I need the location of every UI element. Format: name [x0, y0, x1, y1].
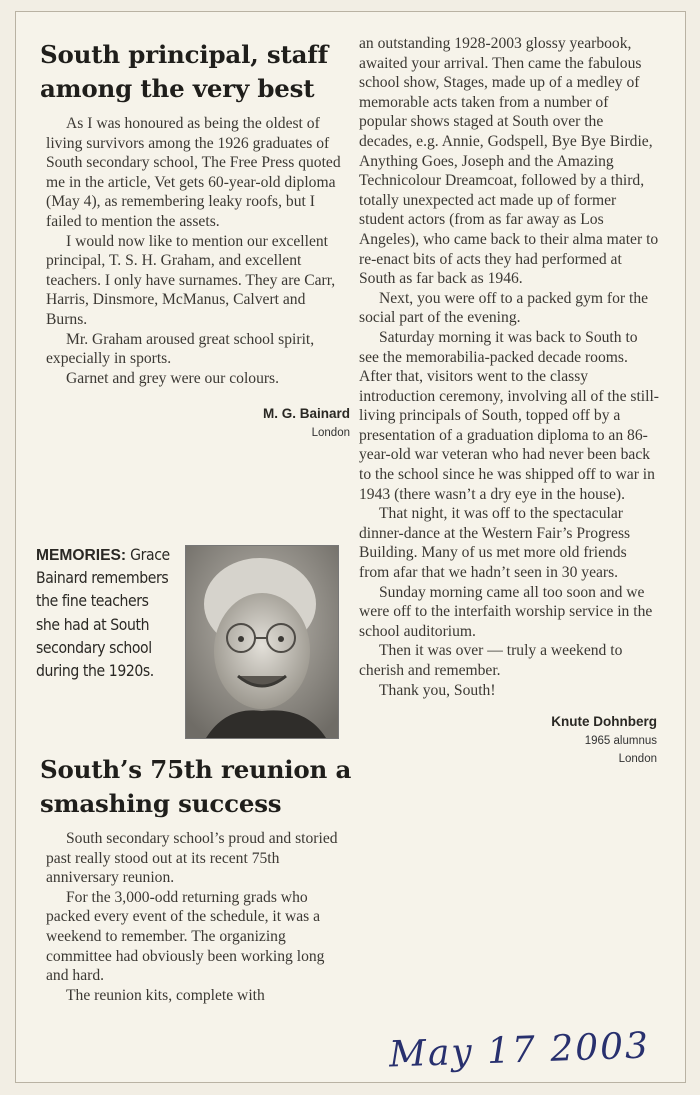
- letter2-paragraph: Thank you, South!: [379, 681, 496, 699]
- letter1-signature: [40, 404, 350, 442]
- letter2-left: [40, 753, 352, 1005]
- letter2-paragraph: That night, it was off to the spectacular dinner-dance at the Western Fair’s Progress Building. Many of us met more old friends from afar that we hadn’t seen in 30 years.: [359, 505, 631, 582]
- portrait-photo: [185, 545, 339, 739]
- caption-text: Grace Bainard remembers the fine teachers she had at South secondary school during the 1920s.: [36, 546, 170, 681]
- photo-caption: [36, 544, 176, 683]
- letter2-paragraph: Sunday morning came all too soon and we were off to the interfaith worship service in the school auditorium.: [359, 583, 653, 640]
- letter2-paragraph: Then it was over — truly a weekend to cherish and remember.: [359, 642, 623, 679]
- letter2-headline: South’s 75th reunion a smashing success: [40, 755, 352, 818]
- letter2-left-body: [40, 829, 346, 1005]
- letter2-author: Knute Dohnberg: [551, 714, 657, 730]
- letter2-right-body: [359, 34, 659, 700]
- letter2-signature: [359, 712, 657, 768]
- right-column: [359, 34, 659, 768]
- letter1-paragraph: Mr. Graham aroused great school spirit, expecially in sports.: [46, 330, 315, 368]
- handwritten-date: May 17 2003: [388, 1025, 651, 1076]
- letter1-paragraph: Garnet and grey were our colours.: [66, 369, 280, 387]
- letter2-paragraph: The reunion kits, complete with: [66, 986, 265, 1004]
- left-column: [40, 38, 352, 442]
- letter2-paragraph: For the 3,000-odd returning grads who packed every event of the schedule, it was a weekend to remember. The organizing committee had obviously been working long and hard.: [46, 888, 325, 985]
- letter2-paragraph: Saturday morning it was back to South to see the memorabilia-packed decade rooms. After that, visitors went to the classy introduction ceremony, involving all of the still-living principals of South, topped off by a presentation of a graduation diploma to an 86-year-old war veteran who had never been back to the school since he was shipped off to war in 1943 (there wasn’t a dry eye in the house).: [359, 328, 659, 503]
- elderly-woman-portrait-icon: [186, 546, 338, 738]
- letter2-paragraph: Next, you were off to a packed gym for the social part of the evening.: [359, 289, 649, 327]
- newspaper-clipping: [15, 11, 686, 1083]
- letter1-body: [40, 114, 346, 388]
- letter1-paragraph: As I was honoured as being the oldest of living survivors among the 1926 graduates of South secondary school, The Free Press quoted me in the article, Vet gets 60-year-old diploma (May 4), as remembering leaky roofs, but I failed to mention the assets.: [46, 115, 341, 230]
- letter1-author: M. G. Bainard: [262, 406, 350, 422]
- letter1-headline: South principal, staff among the very best: [40, 40, 328, 103]
- letter1-location: London: [311, 427, 350, 440]
- letter2-paragraph: South secondary school’s proud and storied past really stood out at its recent 75th anniversary reunion.: [46, 830, 338, 887]
- letter2-alumnus: 1965 alumnus: [584, 735, 657, 748]
- letter1-paragraph: I would now like to mention our excellent principal, T. S. H. Graham, and excellent teachers. I only have surnames. They are Carr, Harris, Dinsmore, McManus, Calvert and Burns.: [46, 232, 336, 328]
- letter2-paragraph: an outstanding 1928-2003 glossy yearbook, awaited your arrival. Then came the fabulous school show, Stages, made up of a medley of memorable acts taken from a number of popular shows staged at South over the decades, e.g. Annie, Godspell, Bye Bye Birdie, Anything Goes, Joseph and the Amazing Technicolour Dreamcoat, followed by a third, totally unexpected act made up of former student actors (from as far away as Los Angeles), who came back to their alma mater to re-enact bits of acts they had performed at South as far back as 1946.: [359, 35, 659, 288]
- caption-label: MEMORIES:: [36, 547, 127, 564]
- letter2-location: London: [618, 753, 657, 766]
